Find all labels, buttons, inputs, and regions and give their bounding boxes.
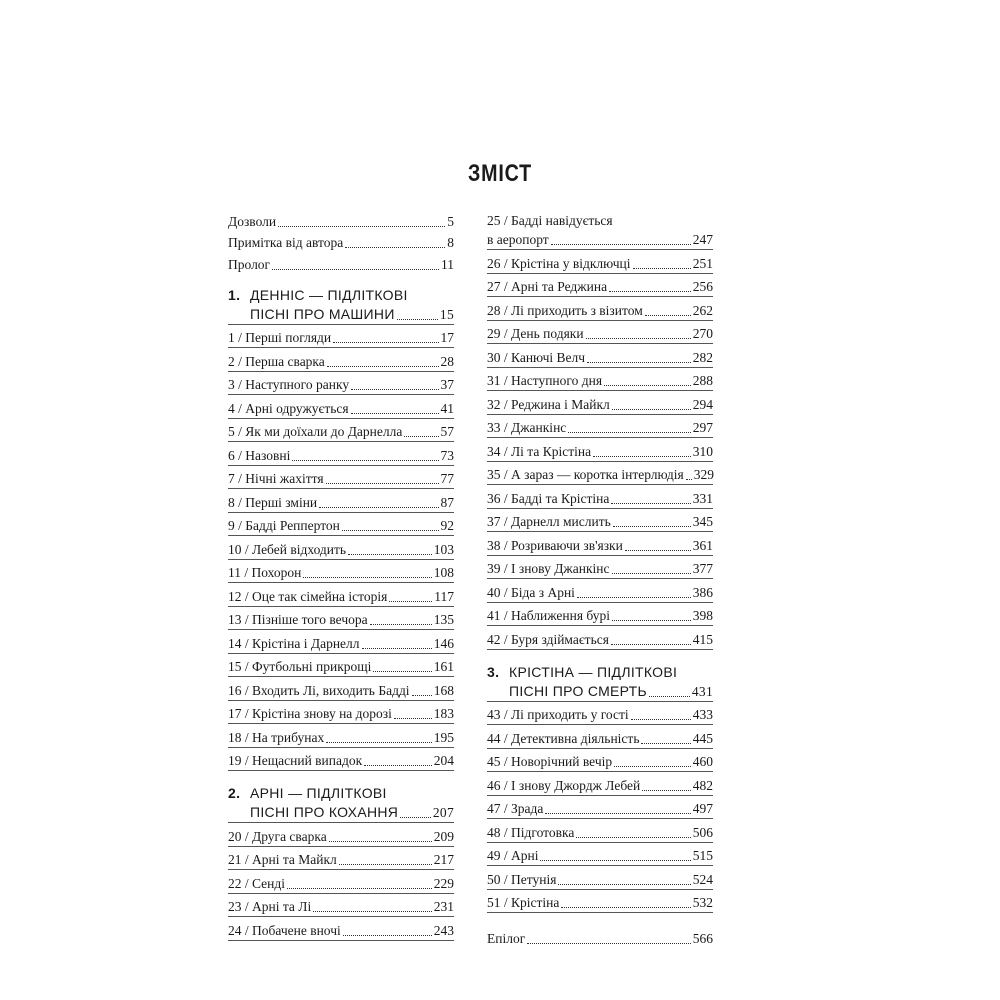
toc-entry[interactable] [228, 583, 454, 607]
toc-entry[interactable] [228, 489, 454, 513]
leader-dots [303, 577, 431, 578]
entry-label: 32 / Реджина і Майкл [487, 396, 610, 412]
leader-dots [343, 935, 432, 936]
leader-dots [586, 338, 691, 339]
leader-dots [633, 268, 691, 269]
toc-entry[interactable] [487, 866, 713, 890]
leader-dots [577, 597, 691, 598]
toc-entry[interactable] [228, 724, 454, 748]
entry-label: 1 / Перші погляди [228, 330, 332, 345]
leader-dots [345, 247, 445, 248]
entry-label: 38 / Розриваючи зв'язки [487, 537, 623, 553]
page-number: 183 [433, 706, 454, 721]
entry-label: 30 / Канючі Велч [487, 349, 586, 365]
leader-dots [362, 648, 432, 649]
page-number: 433 [692, 707, 713, 722]
leader-dots [400, 817, 431, 818]
entry-label: 23 / Арні та Лі [228, 899, 312, 914]
entry-label: 47 / Зрада [487, 801, 544, 816]
toc-entry[interactable] [228, 442, 454, 466]
page-number: 398 [692, 608, 713, 623]
leader-dots [342, 530, 439, 531]
page-number: 135 [433, 612, 454, 627]
part-title-line-2: ПІСНІ ПРО МАШИНИ [250, 305, 395, 322]
part-2-chapter-list [228, 823, 454, 941]
part-title-line-1: КРІСТІНА — ПІДЛІТКОВІ [509, 663, 678, 680]
page-number: 243 [433, 922, 454, 938]
toc-entry[interactable] [487, 749, 713, 773]
leader-dots [604, 385, 691, 386]
toc-entry[interactable] [228, 395, 454, 419]
part-2-chapter-list-continued [487, 250, 713, 650]
entry-label: 21 / Арні та Майкл [228, 852, 337, 867]
toc-entry[interactable] [228, 823, 454, 847]
leader-dots [568, 432, 690, 433]
entry-label: 41 / Наближення бурі [487, 608, 611, 623]
entry-label: 31 / Наступного дня [487, 373, 603, 388]
part-number: 2. [228, 785, 241, 801]
leader-dots [397, 319, 438, 320]
page-number: 506 [692, 824, 713, 840]
entry-label: 11 / Похорон [228, 565, 302, 580]
page-number: 247 [692, 232, 713, 247]
page-number: 345 [692, 514, 713, 529]
page-number: 161 [433, 659, 454, 674]
part-2-heading[interactable] [228, 785, 454, 821]
entry-label: 7 / Нічні жахіття [228, 471, 324, 486]
toc-column-right [487, 208, 713, 947]
leader-dots [611, 503, 690, 504]
entry-label: 26 / Крістіна у відключці [487, 255, 631, 271]
page-number: 108 [433, 565, 454, 580]
entry-label: 42 / Буря здіймається [487, 631, 609, 647]
entry-label: 2 / Перша сварка [228, 353, 325, 369]
leader-dots [545, 813, 690, 814]
leader-dots [645, 315, 691, 316]
leader-dots [614, 766, 691, 767]
toc-entry[interactable] [487, 819, 713, 843]
leader-dots [389, 601, 432, 602]
page-number: 297 [692, 420, 713, 435]
page-number: 207 [432, 805, 454, 820]
entry-label: Епілог [487, 930, 526, 946]
page-number: 146 [433, 635, 454, 651]
page-number: 217 [433, 852, 454, 867]
toc-entry[interactable] [487, 321, 713, 345]
leader-dots [394, 718, 432, 719]
toc-entry[interactable] [487, 890, 713, 914]
page-title: ЗМІСТ [467, 160, 533, 187]
toc-entry[interactable] [487, 415, 713, 439]
page-number: 41 [440, 400, 454, 416]
entry-label: 8 / Перші зміни [228, 494, 318, 510]
entry-label: Примітка від автора [228, 235, 344, 250]
front-matter-list [228, 208, 454, 273]
leader-dots [686, 479, 692, 480]
entry-label: 40 / Біда з Арні [487, 584, 575, 600]
toc-entry[interactable] [487, 208, 713, 250]
entry-label: 15 / Футбольні прикрощі [228, 659, 372, 674]
leader-dots [551, 244, 691, 245]
toc-entry[interactable] [487, 772, 713, 796]
page-number: 256 [692, 279, 713, 294]
entry-label: 18 / На трибунах [228, 729, 325, 745]
leader-dots [527, 943, 691, 944]
part-title-line-1: ДЕННІС — ПІДЛІТКОВІ [250, 286, 408, 303]
toc-entry[interactable] [487, 702, 713, 726]
page-number: 515 [692, 848, 713, 863]
toc-entry[interactable] [228, 208, 454, 230]
toc-column-left [228, 208, 454, 941]
toc-entry[interactable] [487, 556, 713, 580]
leader-dots [612, 620, 691, 621]
entry-label: 5 / Як ми доїхали до Дарнелла [228, 424, 403, 439]
leader-dots [319, 507, 438, 508]
toc-entry[interactable] [228, 230, 454, 252]
toc-entry[interactable] [228, 536, 454, 560]
entry-label: 4 / Арні одружується [228, 400, 349, 416]
page-number: 37 [440, 377, 454, 392]
page-number: 229 [433, 875, 454, 891]
toc-entry[interactable] [487, 297, 713, 321]
leader-dots [631, 719, 691, 720]
page-number: 386 [692, 584, 713, 600]
entry-label: 12 / Оце так сімейна історія [228, 588, 388, 604]
toc-entry[interactable] [487, 344, 713, 368]
page-number: 15 [439, 306, 454, 322]
leader-dots [412, 695, 432, 696]
toc-entry[interactable] [487, 274, 713, 298]
entry-label: 27 / Арні та Реджина [487, 279, 608, 294]
entry-label: 35 / А зараз — коротка інтерлюдія [487, 467, 684, 482]
page-number: 209 [433, 828, 454, 844]
leader-dots [313, 911, 432, 912]
page-number: 532 [692, 895, 713, 910]
leader-dots [370, 624, 432, 625]
toc-entry[interactable] [228, 607, 454, 631]
page-number: 195 [433, 729, 454, 745]
entry-label: 39 / І знову Джанкінс [487, 561, 610, 576]
page-number: 8 [447, 235, 454, 250]
entry-label: 20 / Друга сварка [228, 828, 327, 844]
page-number: 251 [692, 255, 713, 271]
leader-dots [612, 409, 691, 410]
leader-dots [329, 841, 432, 842]
toc-entry[interactable] [487, 485, 713, 509]
leader-dots [333, 342, 438, 343]
leader-dots [642, 790, 690, 791]
entry-label: 19 / Нещасний випадок [228, 753, 363, 768]
page-number: 168 [433, 682, 454, 698]
leader-dots [641, 743, 690, 744]
toc-entry[interactable] [228, 917, 454, 941]
entry-label-line-1: 25 / Бадді навідується [487, 213, 613, 228]
leader-dots [558, 884, 690, 885]
toc-entry[interactable] [487, 438, 713, 462]
part-number: 1. [228, 286, 241, 303]
toc-entry[interactable] [228, 847, 454, 871]
toc-entry[interactable] [228, 654, 454, 678]
leader-dots [272, 269, 439, 270]
toc-entry[interactable] [487, 532, 713, 556]
toc-entry[interactable] [228, 560, 454, 584]
leader-dots [327, 366, 439, 367]
entry-label: 16 / Входить Лі, виходить Бадді [228, 682, 410, 698]
toc-entry[interactable] [228, 419, 454, 443]
toc-entry[interactable] [487, 391, 713, 415]
entry-label-line-2: в аеропорт [487, 232, 549, 247]
entry-label: Пролог [228, 256, 271, 272]
entry-label: 13 / Пізніше того вечора [228, 612, 368, 627]
page-number: 87 [440, 494, 454, 510]
toc-entry[interactable] [228, 513, 454, 537]
page-number: 331 [692, 490, 713, 506]
toc-entry-epilogue[interactable] [487, 925, 713, 947]
leader-dots [326, 483, 439, 484]
page-number: 73 [440, 447, 454, 463]
leader-dots [339, 864, 432, 865]
leader-dots [292, 460, 438, 461]
page-number: 566 [692, 930, 713, 946]
page-number: 262 [692, 302, 713, 318]
page-number: 377 [692, 561, 713, 576]
leader-dots [561, 907, 690, 908]
leader-dots [611, 644, 691, 645]
toc-entry[interactable] [487, 796, 713, 820]
entry-label: 22 / Сенді [228, 875, 286, 891]
page-number: 77 [440, 471, 454, 486]
entry-label: 17 / Крістіна знову на дорозі [228, 706, 392, 721]
page-number: 445 [692, 730, 713, 746]
leader-dots [587, 362, 691, 363]
page-number: 361 [692, 537, 713, 553]
leader-dots [278, 226, 445, 227]
entry-label: 34 / Лі та Крістіна [487, 443, 592, 459]
leader-dots [364, 765, 432, 766]
page-number: 329 [693, 467, 714, 482]
toc-entry[interactable] [487, 579, 713, 603]
page-number: 117 [434, 588, 454, 604]
toc-entry[interactable] [228, 372, 454, 396]
toc-entry[interactable] [487, 843, 713, 867]
leader-dots [593, 456, 691, 457]
entry-label: 51 / Крістіна [487, 895, 560, 910]
part-title-line-1: АРНІ — ПІДЛІТКОВІ [250, 785, 387, 801]
leader-dots [576, 837, 690, 838]
entry-label: 45 / Новорічний вечір [487, 754, 613, 769]
leader-dots [348, 554, 432, 555]
leader-dots [351, 389, 438, 390]
entry-label: 9 / Бадді Реппертон [228, 518, 340, 533]
entry-label: 50 / Петунія [487, 871, 557, 887]
toc-entry[interactable] [228, 466, 454, 490]
leader-dots [287, 888, 432, 889]
part-title-line-2: ПІСНІ ПРО КОХАННЯ [250, 804, 399, 820]
entry-label: 3 / Наступного ранку [228, 377, 350, 392]
leader-dots [326, 742, 432, 743]
toc-entry[interactable] [228, 701, 454, 725]
entry-label: 44 / Детективна діяльність [487, 730, 640, 746]
entry-label: 6 / Назовні [228, 447, 291, 463]
page-number: 294 [692, 396, 713, 412]
part-number: 3. [487, 663, 500, 680]
entry-label: 43 / Лі приходить у гості [487, 707, 629, 722]
toc-entry[interactable] [487, 462, 713, 486]
leader-dots [613, 526, 691, 527]
leader-dots [373, 671, 431, 672]
page-number: 204 [433, 753, 454, 768]
toc-entry[interactable] [487, 603, 713, 627]
page-number: 460 [692, 754, 713, 769]
part-1-chapter-list [228, 325, 454, 772]
entry-underline [228, 940, 454, 941]
leader-dots [351, 413, 439, 414]
leader-dots [609, 291, 691, 292]
page-number: 524 [692, 871, 713, 887]
entry-label: 46 / І знову Джордж Лебей [487, 777, 641, 793]
part-3-heading[interactable] [487, 664, 713, 700]
page-number: 5 [447, 213, 454, 229]
entry-label: 10 / Лебей відходить [228, 541, 347, 557]
toc-entry[interactable] [487, 250, 713, 274]
page-number: 92 [440, 518, 454, 533]
page-number: 482 [692, 777, 713, 793]
leader-dots [649, 696, 690, 697]
part-1-heading[interactable] [228, 287, 454, 323]
page-number: 28 [440, 353, 454, 369]
entry-label: 36 / Бадді та Крістіна [487, 490, 610, 506]
entry-label: 14 / Крістіна і Дарнелл [228, 635, 360, 651]
page-number: 282 [692, 349, 713, 365]
entry-label: 33 / Джанкінс [487, 420, 567, 435]
toc-entry[interactable] [228, 630, 454, 654]
toc-entry[interactable] [487, 626, 713, 650]
leader-dots [404, 436, 438, 437]
part-title-line-2: ПІСНІ ПРО СМЕРТЬ [509, 682, 648, 699]
page-number: 17 [440, 330, 454, 345]
leader-dots [540, 860, 690, 861]
toc-entry[interactable] [487, 368, 713, 392]
page-number: 310 [692, 443, 713, 459]
page-number: 497 [692, 801, 713, 816]
toc-entry[interactable] [228, 677, 454, 701]
toc-entry[interactable] [228, 748, 454, 772]
toc-entry[interactable] [487, 509, 713, 533]
page-number: 57 [440, 424, 454, 439]
leader-dots [612, 573, 691, 574]
page-number: 11 [441, 256, 454, 272]
toc-entry[interactable] [228, 325, 454, 349]
entry-label: 24 / Побачене вночі [228, 922, 341, 938]
entry-label: 48 / Підготовка [487, 824, 575, 840]
entry-label: Дозволи [228, 213, 277, 229]
entry-label: 37 / Дарнелл мислить [487, 514, 611, 529]
toc-entry[interactable] [487, 725, 713, 749]
leader-dots [625, 550, 691, 551]
page-number: 431 [691, 683, 713, 699]
entry-label: 49 / Арні [487, 848, 539, 863]
toc-entry[interactable] [228, 894, 454, 918]
page-number: 270 [692, 326, 713, 341]
entry-label: 29 / День подяки [487, 326, 584, 341]
entry-label: 28 / Лі приходить з візитом [487, 302, 643, 318]
page-number: 288 [692, 373, 713, 388]
page-number: 103 [433, 541, 454, 557]
page-number: 231 [433, 899, 454, 914]
part-3-chapter-list [487, 702, 713, 914]
page-number: 415 [692, 631, 713, 647]
toc-entry[interactable] [228, 251, 454, 273]
toc-entry[interactable] [228, 870, 454, 894]
toc-entry[interactable] [228, 348, 454, 372]
